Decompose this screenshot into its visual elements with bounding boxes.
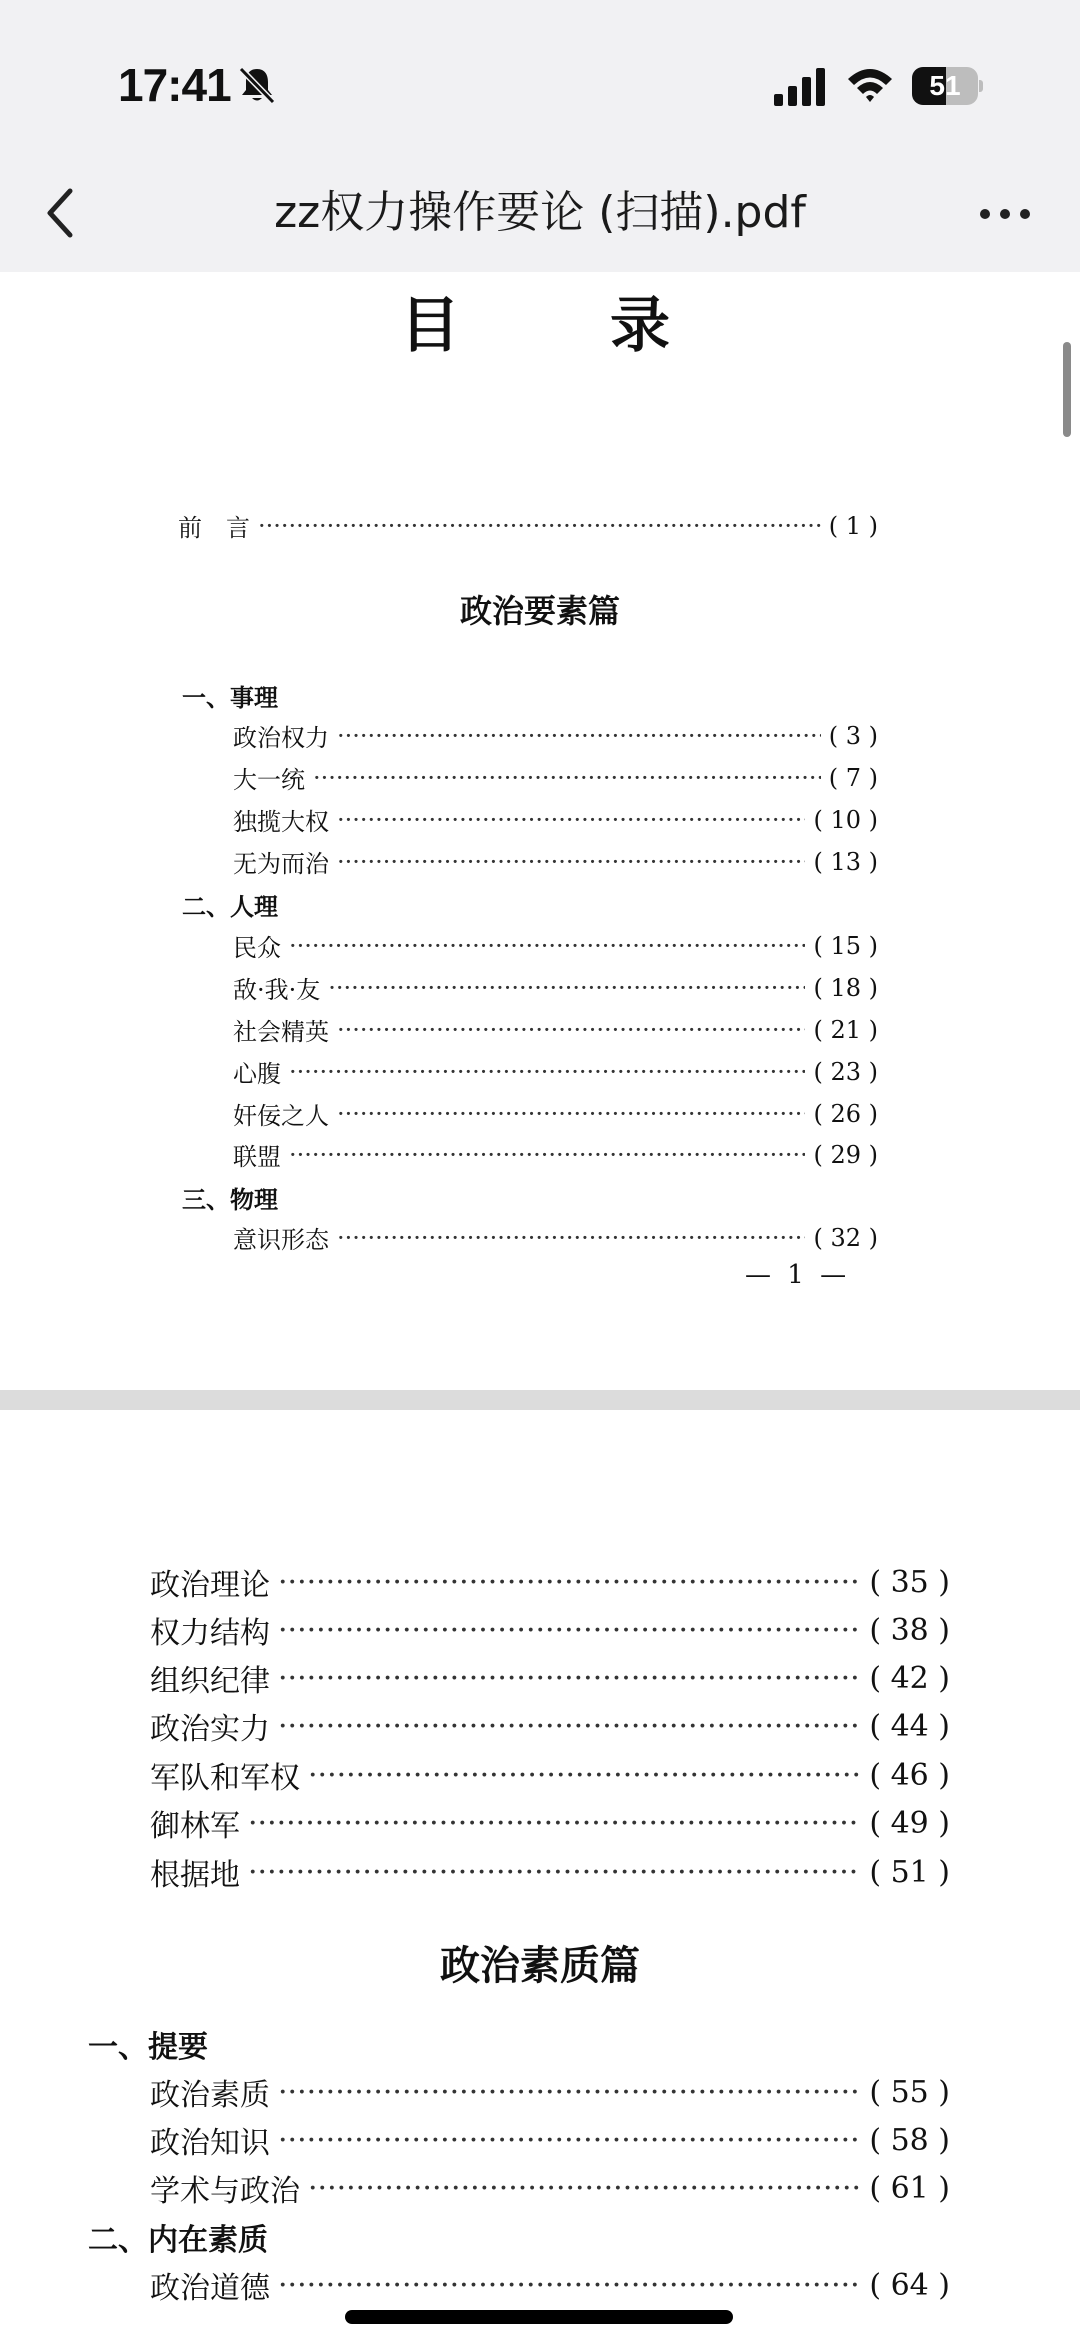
toc-entry-preface[interactable] (178, 508, 878, 543)
section-title: 三、物理 (182, 1185, 278, 1214)
cellular-signal-icon (774, 66, 826, 106)
pdf-page-1 (0, 272, 1080, 1390)
status-time: 17:41 (118, 59, 231, 111)
section-title: 一、提要 (88, 2030, 208, 2065)
toc-entry[interactable]: 学术与政治 ····· ( 61 ) (150, 2166, 950, 2210)
toc-entry[interactable]: 权力结构 ····· ( 38 ) (150, 1608, 950, 1652)
toc-heading: 目 录 (400, 291, 680, 361)
nav-bar (0, 165, 1080, 272)
toc-entry-page: ( 1 ) (828, 511, 878, 540)
document-title: zz权力操作要论 (扫描).pdf (274, 187, 806, 238)
pdf-page-2 (0, 1410, 1080, 2348)
pdf-viewer[interactable] (0, 272, 1080, 2348)
toc-entry[interactable]: 政治知识 ····· ( 58 ) (150, 2118, 950, 2162)
toc-entry[interactable]: 组织纪律 ····· ( 42 ) (150, 1656, 950, 1700)
battery-percent: 51 (929, 70, 961, 101)
toc-entry[interactable]: 心腹 ····· ( 23 ) (233, 1054, 878, 1089)
back-button[interactable] (40, 183, 84, 243)
toc-entry[interactable]: 联盟 ····· ( 29 ) (233, 1137, 878, 1172)
toc-entry[interactable]: 政治理论 ····· ( 35 ) (150, 1560, 950, 1604)
more-options-icon[interactable] (975, 189, 1035, 239)
wifi-icon (845, 64, 895, 106)
toc-entry[interactable]: 政治道德 ····· ( 64 ) (150, 2263, 950, 2307)
section-title: 二、人理 (182, 892, 278, 921)
home-indicator[interactable] (345, 2310, 733, 2324)
toc-entry[interactable]: 大一统 ····· ( 7 ) (233, 760, 878, 795)
section-title: 二、内在素质 (88, 2223, 268, 2258)
toc-entry[interactable]: 社会精英 ····· ( 21 ) (233, 1012, 878, 1047)
toc-entry[interactable]: 政治实力 ····· ( 44 ) (150, 1704, 950, 1748)
toc-entry-label: 前 言 (178, 514, 250, 542)
status-bar (0, 0, 1080, 165)
toc-entry[interactable]: 政治权力 ····· ( 3 ) (233, 718, 878, 753)
scrollbar[interactable] (1063, 342, 1071, 437)
toc-entry[interactable]: 敌·我·友 ····· ( 18 ) (233, 970, 878, 1005)
toc-entry[interactable]: 政治素质 ····· ( 55 ) (150, 2070, 950, 2114)
bell-slash-icon (236, 64, 278, 106)
section-title: 一、事理 (182, 683, 278, 712)
toc-entry[interactable]: 民众 ····· ( 15 ) (233, 928, 878, 963)
part-title: 政治素质篇 (440, 1942, 640, 1989)
toc-entry[interactable]: 独揽大权 ····· ( 10 ) (233, 802, 878, 837)
part-title: 政治要素篇 (459, 592, 620, 630)
toc-entry[interactable]: 军队和军权 ····· ( 46 ) (150, 1753, 950, 1797)
toc-entry[interactable]: 无为而治 ····· ( 13 ) (233, 844, 878, 879)
page-separator (0, 1390, 1080, 1410)
page-number: — 1 — (745, 1260, 851, 1290)
toc-entry[interactable]: 御林军 ····· ( 49 ) (150, 1801, 950, 1845)
battery-indicator (912, 67, 982, 105)
toc-entry[interactable]: 根据地 ····· ( 51 ) (150, 1850, 950, 1894)
toc-entry[interactable]: 意识形态 ····· ( 32 ) (233, 1220, 878, 1255)
toc-entry[interactable]: 奸佞之人 ····· ( 26 ) (233, 1096, 878, 1131)
